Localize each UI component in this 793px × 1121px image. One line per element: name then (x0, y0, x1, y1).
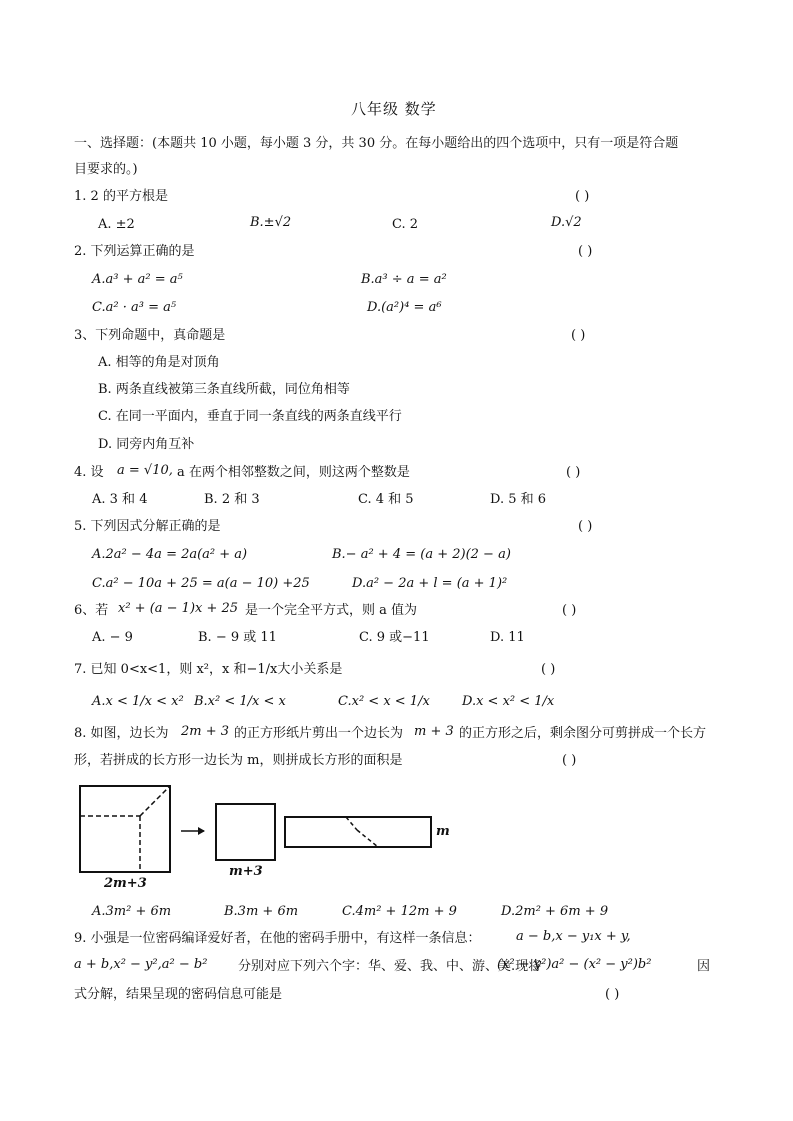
q9-line2-math2: (x² − y²)a² − (x² − y²)b² (497, 957, 652, 972)
q8-option-d: D.2m² + 6m + 9 (501, 904, 609, 919)
q3-stem: 3、下列命题中，真命题是 (74, 328, 226, 343)
q2-option-c: C.a² · a³ = a⁵ (92, 300, 177, 315)
q4-option-b: B. 2 和 3 (204, 492, 260, 507)
q8-option-a: A.3m² + 6m (92, 904, 172, 919)
q4-stem-math: a = √10, (117, 463, 173, 478)
q6-option-a: A. − 9 (92, 630, 133, 645)
q6-option-b: B. − 9 或 11 (198, 630, 277, 645)
big-square (80, 786, 170, 872)
q5-option-d: D.a² − 2a + l = (a + 1)² (352, 576, 508, 591)
q7-stem: 7. 已知 0<x<1，则 x²，x 和−1/x大小关系是 (74, 662, 343, 677)
section-heading-cont: 目要求的。) (74, 162, 138, 177)
q4-option-d: D. 5 和 6 (490, 492, 547, 507)
q2-stem: 2. 下列运算正确的是 (74, 244, 195, 259)
q9-line1-math: a − b,x − y₁x + y, (516, 929, 631, 944)
q6-stem-math: x² + (a − 1)x + 25 (118, 601, 239, 616)
page-title: 八年级 数学 (351, 100, 437, 118)
q8-line1-suffix: 的正方形之后，剩余图分可剪拼成一个长方 (459, 726, 707, 741)
q1-stem: 1. 2 的平方根是 (74, 189, 168, 204)
q2-option-b: B.a³ ÷ a = a² (361, 272, 447, 287)
figure-label-rect: m (436, 824, 450, 839)
long-rectangle (285, 817, 431, 847)
q1-answer-blank: ( ) (575, 189, 590, 204)
q6-stem-prefix: 6、若 (74, 603, 109, 618)
q3-answer-blank: ( ) (571, 328, 586, 343)
q1-option-d: D.√2 (551, 215, 582, 230)
q2-option-d: D.(a²)⁴ = a⁶ (367, 300, 442, 315)
q3-option-c: C. 在同一平面内，垂直于同一条直线的两条直线平行 (98, 409, 402, 424)
q8-line1-mid: 的正方形纸片剪出一个边长为 (234, 726, 404, 741)
long-rect-dash-a (346, 817, 357, 830)
q9-line2-math1: a + b,x² − y²,a² − b² (74, 957, 208, 972)
q7-option-c: C.x² < x < 1/x (338, 694, 430, 709)
q6-answer-blank: ( ) (562, 603, 577, 618)
q3-option-a: A. 相等的角是对顶角 (98, 355, 220, 370)
q9-line2-suffix: 因 (697, 959, 711, 974)
figure-label-small: m+3 (229, 864, 263, 879)
long-rect-dash-b (357, 830, 378, 847)
q7-option-b: B.x² < 1/x < x (194, 694, 286, 709)
figure-label-big: 2m+3 (104, 876, 147, 891)
q8-option-c: C.4m² + 12m + 9 (342, 904, 457, 919)
q8-line1-math2: m + 3 (414, 724, 454, 739)
q2-option-a: A.a³ + a² = a⁵ (92, 272, 183, 287)
q8-answer-blank: ( ) (562, 753, 577, 768)
q6-stem-suffix: 是一个完全平方式，则 a 值为 (245, 603, 418, 618)
q3-option-d: D. 同旁内角互补 (98, 437, 195, 452)
q4-option-c: C. 4 和 5 (358, 492, 414, 507)
q1-option-a: A. ±2 (98, 217, 135, 232)
q4-stem-prefix: 4. 设 (74, 465, 104, 480)
q4-option-a: A. 3 和 4 (92, 492, 148, 507)
arrow-head (198, 827, 205, 835)
q7-answer-blank: ( ) (541, 662, 556, 677)
q9-line1: 9. 小强是一位密码编译爱好者，在他的密码手册中，有这样一条信息： (74, 931, 481, 946)
q6-option-c: C. 9 或−11 (359, 630, 430, 645)
q8-line1-math1: 2m + 3 (181, 724, 230, 739)
q4-answer-blank: ( ) (566, 465, 581, 480)
q9-line3: 式分解，结果呈现的密码信息可能是 (74, 987, 283, 1002)
q9-line2-mid: 分别对应下列六个字：华、爱、我、中、游、美.现将 (238, 959, 542, 974)
q9-answer-blank: ( ) (605, 987, 620, 1002)
q5-answer-blank: ( ) (578, 519, 593, 534)
q1-option-b: B.±√2 (250, 215, 292, 230)
q5-option-b: B.− a² + 4 = (a + 2)(2 − a) (332, 547, 511, 562)
big-square-dash-diag (140, 786, 170, 816)
q5-option-a: A.2a² − 4a = 2a(a² + a) (92, 547, 248, 562)
q4-stem-suffix: a 在两个相邻整数之间，则这两个整数是 (177, 465, 410, 480)
q2-answer-blank: ( ) (578, 244, 593, 259)
q5-option-c: C.a² − 10a + 25 = a(a − 10) +25 (92, 576, 310, 591)
q3-option-b: B. 两条直线被第三条直线所截，同位角相等 (98, 382, 350, 397)
q8-line1-prefix: 8. 如图，边长为 (74, 726, 169, 741)
q8-option-b: B.3m + 6m (224, 904, 299, 919)
q7-option-a: A.x < 1/x < x² (92, 694, 184, 709)
q5-stem: 5. 下列因式分解正确的是 (74, 519, 221, 534)
q7-option-d: D.x < x² < 1/x (462, 694, 555, 709)
q1-option-c: C. 2 (392, 217, 419, 232)
q6-option-d: D. 11 (490, 630, 525, 645)
small-square (216, 804, 275, 860)
q8-line2: 形，若拼成的长方形一边长为 m，则拼成长方形的面积是 (74, 753, 403, 768)
section-heading: 一、选择题：(本题共 10 小题，每小题 3 分，共 30 分。在每小题给出的四个选项中，只有一项是符合题 (74, 136, 679, 151)
